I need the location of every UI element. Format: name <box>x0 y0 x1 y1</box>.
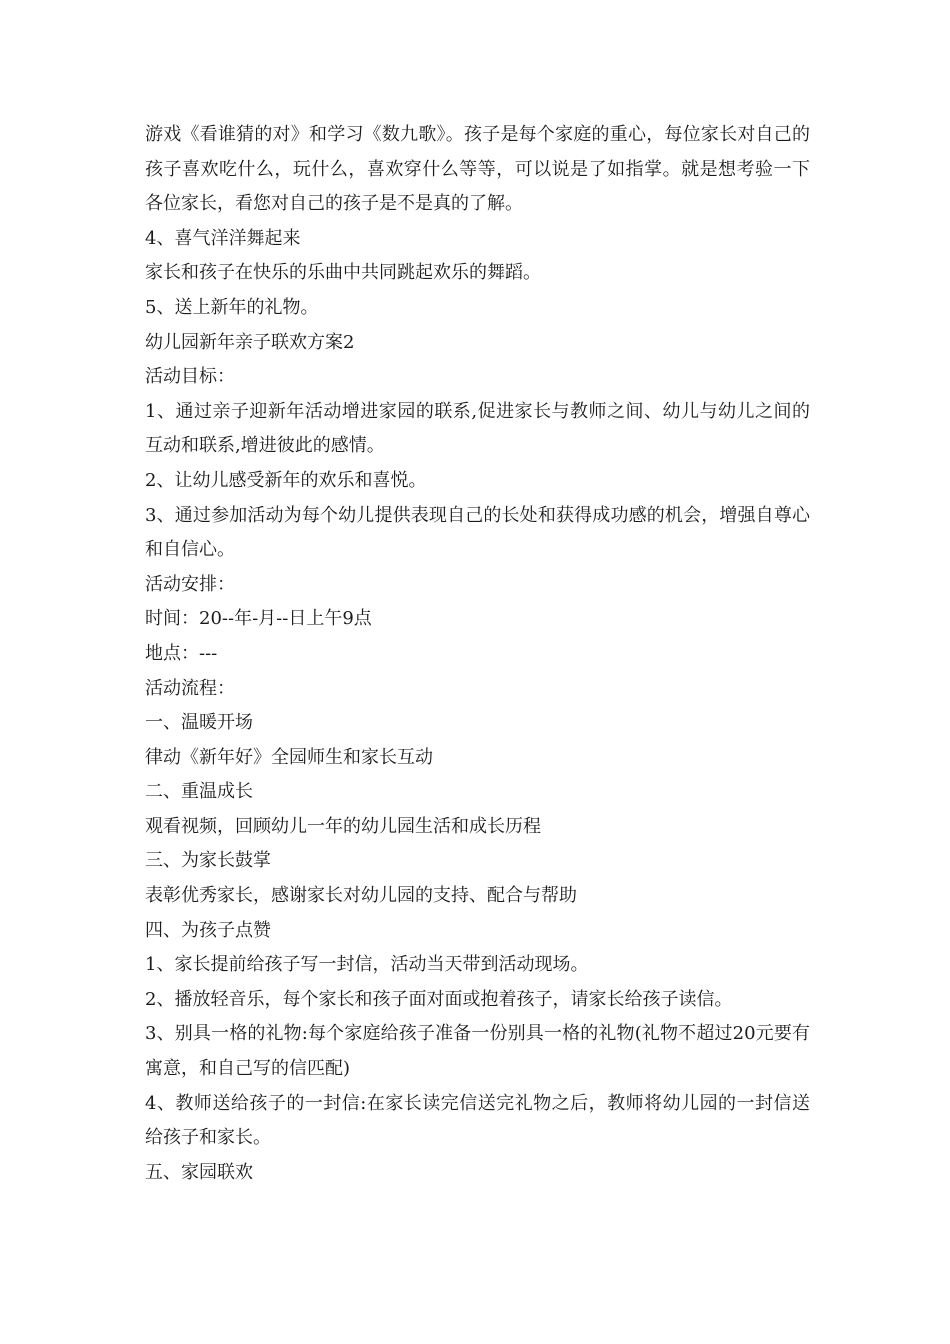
paragraph-intro-game: 游戏《看谁猜的对》和学习《数九歌》。孩子是每个家庭的重心，每位家长对自己的孩子喜欢吃什么，玩什么，喜欢穿什么等等，可以说是了如指掌。就是想考验一下各位家长，看您对自己的孩子是不是真的了解。 <box>145 124 810 215</box>
paragraph-dance-heading: 4、喜气洋洋舞起来 <box>145 227 301 249</box>
paragraph-goals-heading: 活动目标： <box>145 366 235 388</box>
paragraph-section-4-item-1: 1、家长提前给孩子写一封信，活动当天带到活动现场。 <box>145 954 589 976</box>
paragraph-goal-2: 2、让幼儿感受新年的欢乐和喜悦。 <box>145 469 427 491</box>
paragraph-location: 地点：--- <box>145 642 218 664</box>
paragraph-arrangement-heading: 活动安排： <box>145 573 235 595</box>
paragraph-section-2-text: 观看视频，回顾幼儿一年的幼儿园生活和成长历程 <box>145 815 541 837</box>
paragraph-goal-1: 1、通过亲子迎新年活动增进家园的联系,促进家长与教师之间、幼儿与幼儿之间的互动和联系,增进彼此的感情。 <box>145 400 810 457</box>
paragraph-section-5-heading: 五、家园联欢 <box>145 1161 253 1183</box>
paragraph-section-2-heading: 二、重温成长 <box>145 781 253 803</box>
paragraph-dance-text: 家长和孩子在快乐的乐曲中共同跳起欢乐的舞蹈。 <box>145 262 541 284</box>
paragraph-section-3-heading: 三、为家长鼓掌 <box>145 850 271 872</box>
paragraph-section-4-item-2: 2、播放轻音乐，每个家长和孩子面对面或抱着孩子，请家长给孩子读信。 <box>145 988 733 1010</box>
paragraph-process-heading: 活动流程： <box>145 677 235 699</box>
paragraph-plan-title: 幼儿园新年亲子联欢方案2 <box>145 331 355 353</box>
paragraph-section-1-heading: 一、温暖开场 <box>145 712 253 734</box>
paragraph-section-4-item-3: 3、别具一格的礼物:每个家庭给孩子准备一份别具一格的礼物(礼物不超过20元要有寓意，和自己写的信匹配) <box>145 1023 810 1080</box>
paragraph-section-1-text: 律动《新年好》全园师生和家长互动 <box>145 746 433 768</box>
document-body <box>145 118 810 1190</box>
paragraph-goal-3: 3、通过参加活动为每个幼儿提供表现自己的长处和获得成功感的机会，增强自尊心和自信心。 <box>145 504 810 561</box>
paragraph-section-4-item-4: 4、教师送给孩子的一封信:在家长读完信送完礼物之后，教师将幼儿园的一封信送给孩子和家长。 <box>145 1092 810 1149</box>
paragraph-section-3-text: 表彰优秀家长，感谢家长对幼儿园的支持、配合与帮助 <box>145 885 577 907</box>
paragraph-section-4-heading: 四、为孩子点赞 <box>145 919 271 941</box>
paragraph-gift-heading: 5、送上新年的礼物。 <box>145 296 319 318</box>
paragraph-time: 时间：20--年-月--日上午9点 <box>145 608 372 630</box>
